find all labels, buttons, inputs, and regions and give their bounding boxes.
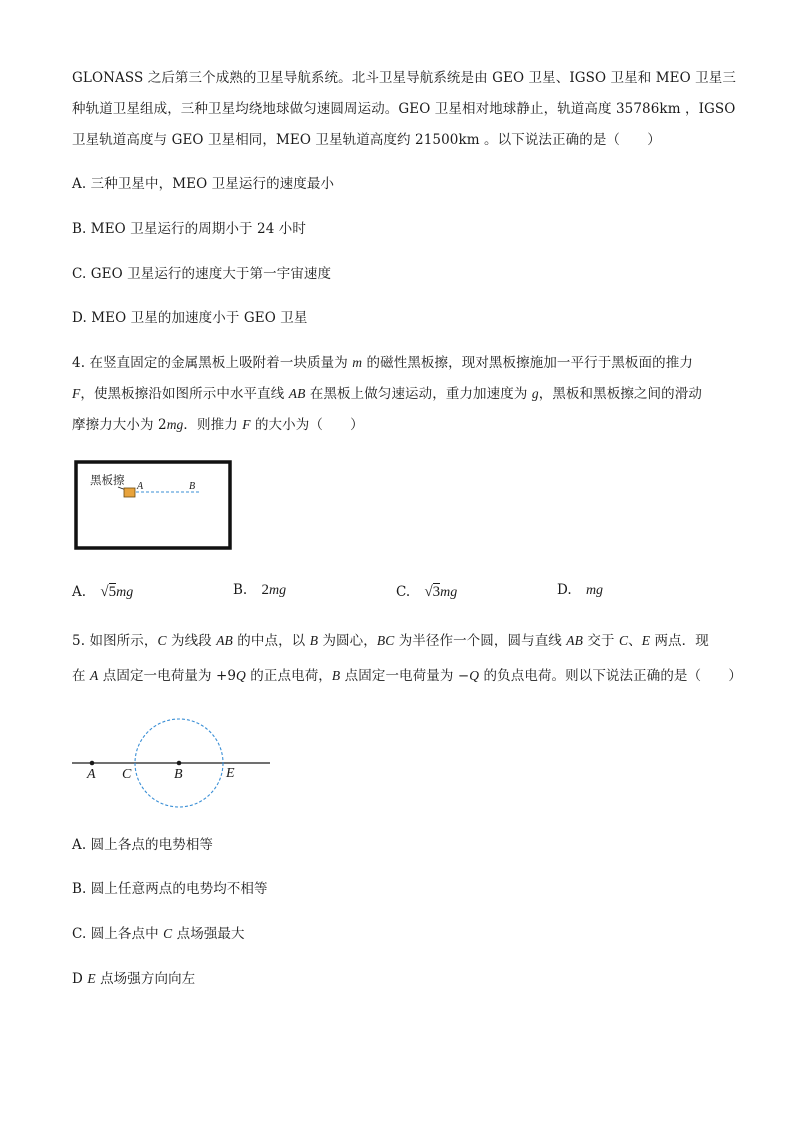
q5-text-line-1: 5. 如图所示，C 为线段 AB 的中点，以 B 为圆心，BC 为半径作一个圆，圆与直线 AB 交于 C、E 两点．现 (72, 633, 709, 649)
q4-text-line-3: 摩擦力大小为 2mg．则推力 F 的大小为（ ） (72, 417, 364, 433)
point-c-label: C (122, 767, 132, 782)
q4-option-b[interactable]: B. 2mg (233, 582, 287, 598)
q4-text-line-2: F，使黑板擦沿如图所示中水平直线 AB 在黑板上做匀速运动，重力加速度为 g，黑板和黑板擦之间的滑动 (72, 386, 702, 402)
q4-text-line-1: 4. 在竖直固定的金属黑板上吸附着一块质量为 m 的磁性黑板擦，现对黑板擦施加一平行于黑板面的推力 (72, 355, 693, 371)
q4-option-d[interactable]: D. mg (557, 582, 604, 598)
q4-option-c[interactable]: C. √3mg (396, 584, 458, 600)
circle-line-figure (70, 714, 280, 814)
point-e-label: E (226, 766, 235, 781)
q5-option-b[interactable]: B. 圆上任意两点的电势均不相等 (72, 881, 268, 897)
q5-option-d[interactable]: D E 点场强方向向左 (72, 971, 196, 987)
eraser-label: 黑板擦 (90, 473, 125, 487)
point-a-dot (90, 761, 95, 766)
q3-text-line-3: 卫星轨道高度与 GEO 卫星相同，MEO 卫星轨道高度约 21500km 。以下说法正确的是（ ） (72, 132, 661, 148)
point-b-label: B (174, 767, 183, 782)
point-a-label: A (87, 767, 96, 782)
point-b-label: B (189, 481, 196, 492)
point-a-label: A (137, 481, 144, 492)
point-b-dot (177, 761, 182, 766)
q5-text-line-2: 在 A 点固定一电荷量为 +9Q 的正点电荷，B 点固定一电荷量为 −Q 的负点电荷。则以下说法正确的是（ ） (72, 668, 742, 684)
q3-option-c[interactable]: C. GEO 卫星运行的速度大于第一宇宙速度 (72, 266, 332, 282)
q3-text-line-1: GLONASS 之后第三个成熟的卫星导航系统。北斗卫星导航系统是由 GEO 卫星、IGSO 卫星和 MEO 卫星三 (72, 70, 736, 86)
blackboard-figure (74, 460, 234, 552)
q3-option-a[interactable]: A. 三种卫星中，MEO 卫星运行的速度最小 (72, 176, 335, 192)
q5-option-c[interactable]: C. 圆上各点中 C 点场强最大 (72, 926, 245, 942)
q3-text-line-2: 种轨道卫星组成，三种卫星均绕地球做匀速圆周运动。GEO 卫星相对地球静止，轨道高度 35786km ，IGSO (72, 101, 736, 117)
q5-option-a[interactable]: A. 圆上各点的电势相等 (72, 837, 214, 853)
q4-option-a[interactable]: A. √5mg (72, 584, 134, 600)
q3-option-b[interactable]: B. MEO 卫星运行的周期小于 24 小时 (72, 221, 306, 237)
eraser-block (124, 488, 135, 497)
q3-option-d[interactable]: D. MEO 卫星的加速度小于 GEO 卫星 (72, 310, 308, 326)
